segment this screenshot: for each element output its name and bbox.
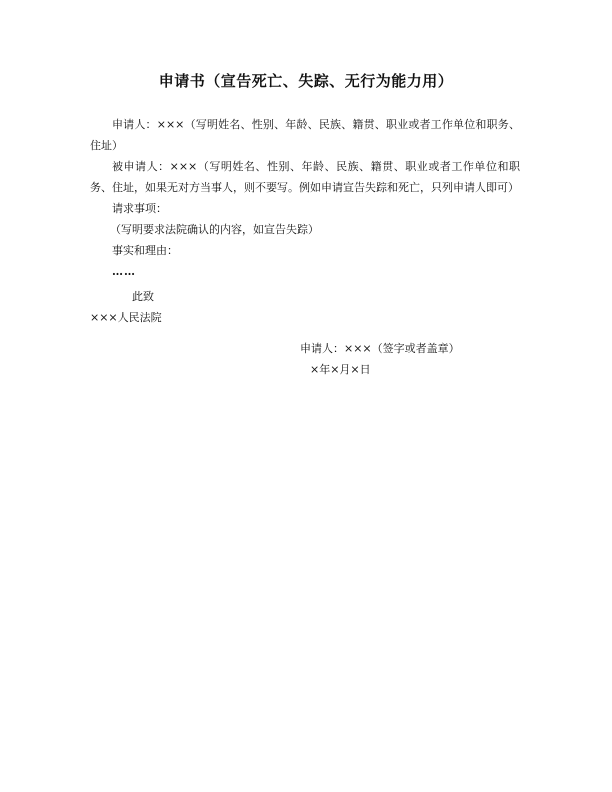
signature-line: 申请人：×××（签字或者盖章）: [300, 342, 460, 355]
court-name: ×××人民法院: [90, 311, 162, 324]
respondent-paragraph: 被申请人：×××（写明姓名、性别、年龄、民族、籍贯、职业或者工作单位和职务、住址，如果无对方当事人，则不要写。例如申请宣告失踪和死亡，只列申请人即可）: [90, 160, 520, 194]
request-body: （写明要求法院确认的内容，如宣告失踪）: [110, 223, 319, 236]
salutation: 此致: [132, 290, 154, 303]
signature-block: [300, 338, 460, 380]
applicant-paragraph: 申请人：×××（写明姓名、性别、年龄、民族、籍贯、职业或者工作单位和职务、住址）: [90, 118, 520, 152]
facts-ellipsis: ……: [112, 265, 136, 278]
request-heading: 请求事项：: [112, 202, 167, 215]
document-title: 申请书（宣告死亡、失踪、无行为能力用）: [158, 72, 454, 90]
facts-heading: 事实和理由：: [112, 244, 178, 257]
date-line: ×年×月×日: [310, 363, 371, 376]
document-body: [90, 114, 520, 328]
